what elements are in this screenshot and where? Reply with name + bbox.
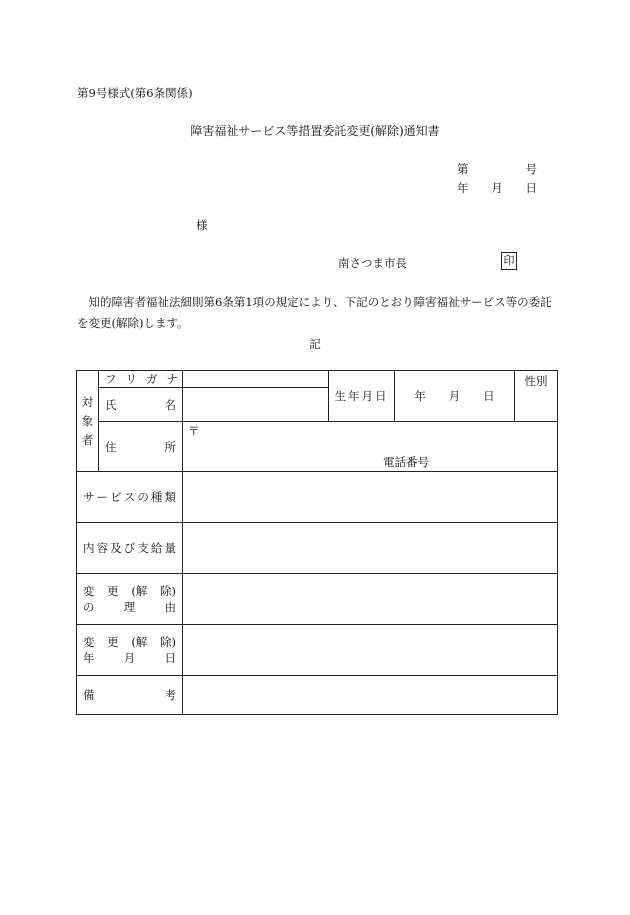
address-field[interactable] — [183, 422, 558, 472]
doc-no-suffix: 号 — [525, 162, 537, 176]
issue-date-line — [457, 180, 537, 196]
addressee-suffix: 様 — [196, 218, 208, 232]
name-label: 氏 名 — [99, 388, 183, 422]
form-number: 第9号様式(第6条関係) — [77, 86, 193, 100]
service-type-field[interactable] — [183, 472, 558, 523]
date-day: 日 — [525, 181, 537, 195]
content-amount-label: 内 容 及 び 支 給 量 — [77, 523, 183, 574]
change-reason-label: 変 更 (解 除) の 理 由 — [77, 574, 183, 625]
birth-date-field[interactable]: 年 月 日 — [395, 371, 515, 422]
subject-person-label: 対 象 者 — [77, 371, 99, 472]
date-year: 年 — [457, 181, 469, 195]
notification-form-table — [76, 370, 558, 715]
issuer-name: 南さつま市長 — [338, 256, 407, 270]
date-month: 月 — [491, 181, 503, 195]
change-reason-field[interactable] — [183, 574, 558, 625]
name-field[interactable] — [183, 388, 329, 422]
seal-mark: 印 — [501, 252, 517, 270]
furigana-field[interactable] — [183, 371, 329, 388]
ki-heading: 記 — [309, 337, 321, 351]
document-title: 障害福祉サービス等措置委託変更(解除)通知書 — [190, 124, 440, 138]
document-number-line — [457, 161, 537, 177]
doc-no-prefix: 第 — [457, 162, 469, 176]
change-date-field[interactable] — [183, 625, 558, 676]
birth-date-label: 生年月日 — [329, 371, 395, 422]
body-paragraph: 知的障害者福祉法細則第6条第1項の規定により、下記のとおり障害福祉サービス等の委託を変更(解除)します。 — [77, 295, 552, 330]
address-label: 住 所 — [99, 422, 183, 472]
furigana-label: フ リ ガ ナ — [99, 371, 183, 388]
content-amount-field[interactable] — [183, 523, 558, 574]
remarks-label: 備 考 — [77, 676, 183, 715]
remarks-field[interactable] — [183, 676, 558, 715]
service-type-label: サ ー ビ ス の 種 類 — [77, 472, 183, 523]
postal-mark: 〒 — [188, 424, 200, 438]
change-date-label: 変 更 (解 除) 年 月 日 — [77, 625, 183, 676]
phone-label: 電話番号 — [383, 455, 429, 469]
sex-label: 性別 — [524, 374, 548, 388]
sex-field[interactable] — [515, 371, 558, 422]
